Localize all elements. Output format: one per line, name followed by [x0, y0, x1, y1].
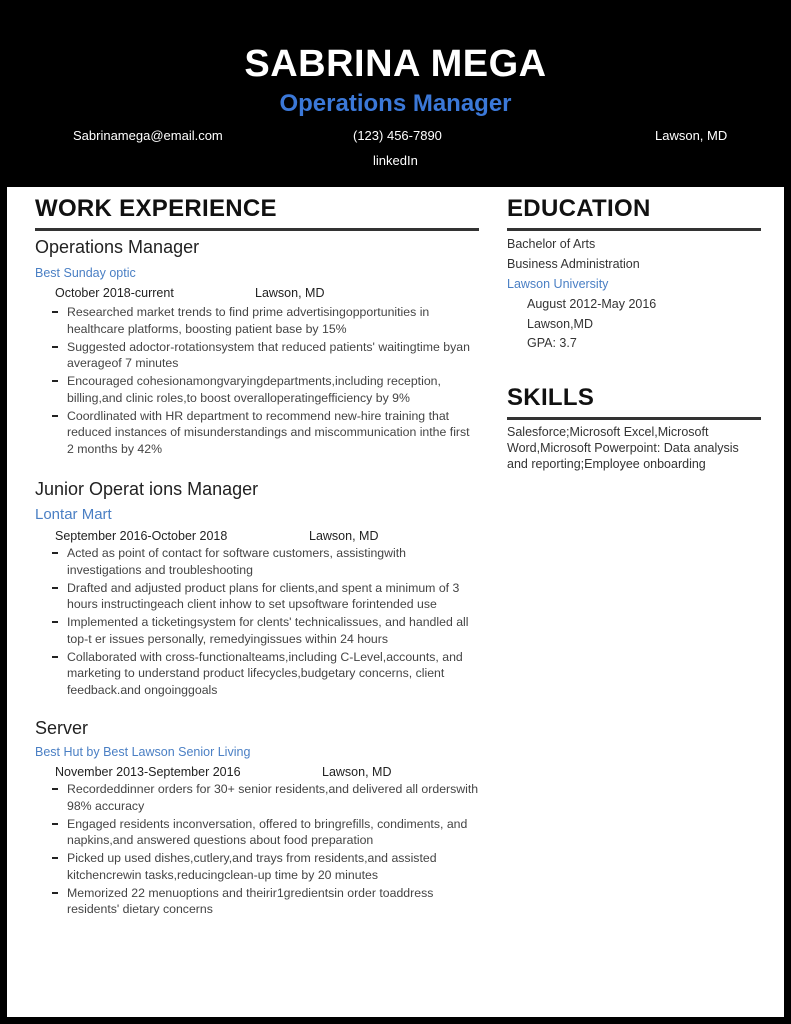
job-bullet: Memorized 22 menuoptions and theirir1gredientsin order toaddress residents' dietary concerns	[49, 885, 479, 918]
job-bullet: Drafted and adjusted product plans for clients,and spent a minimum of 3 hours instructingeach client inhow to set upsoftware forintended use	[49, 580, 479, 613]
job-date-range: September 2016-October 2018	[55, 529, 228, 543]
job-title: Operations Manager	[35, 237, 200, 257]
candidate-role: Operations Manager	[279, 90, 512, 117]
contact-phone: (123) 456-7890	[353, 128, 442, 143]
job-bullet: Picked up used dishes,cutlery,and trays from residents,and assisted kitchencrewin tasks,reducingclean-up time by 20 minutes	[49, 850, 479, 883]
education-entry	[507, 234, 761, 354]
job-bullet: Suggested adoctor-rotationsystem that reduced patients' waitingtime byan averageof 7 minutes	[49, 339, 479, 372]
job-location: Lawson, MD	[309, 529, 379, 543]
education-dates: August 2012-May 2016	[527, 297, 657, 311]
job-bullets	[35, 304, 479, 457]
job-bullets	[35, 781, 479, 918]
sidebar-column	[507, 187, 761, 472]
contact-linkedin-link[interactable]: linkedIn	[373, 153, 418, 168]
job-company: Lontar Mart	[35, 506, 112, 523]
job-company: Best Sunday optic	[35, 266, 136, 280]
education-location: Lawson,MD	[527, 316, 593, 331]
job-bullet: Collaborated with cross-functionalteams,including C-Level,accounts, and marketing to understand product lifecycles,budgetary concerns, client feedback.and ongoinggoals	[49, 649, 479, 699]
work-experience-column	[35, 187, 479, 919]
contact-location: Lawson, MD	[655, 128, 728, 143]
job-bullet: Coordlinated with HR department to recommend new-hire training that reduced instances of misunderstandings and miscommunication inthe first 2 months by 42%	[49, 408, 479, 458]
job-bullet: Recordeddinner orders for 30+ senior residents,and delivered all orderswith 98% accuracy	[49, 781, 479, 814]
education-school: Lawson University	[507, 277, 609, 291]
skills-list: Salesforce;Microsoft Excel,Microsoft Word,Microsoft Powerpoint: Data analysis and reporting;Employee onboarding	[507, 424, 739, 471]
job-title: Junior Operat ions Manager	[35, 479, 259, 499]
job-bullets	[35, 545, 479, 698]
education-gpa: GPA: 3.7	[527, 336, 577, 350]
education-heading: EDUCATION	[507, 187, 761, 231]
job-dates	[35, 286, 479, 300]
job-entry	[35, 479, 479, 698]
resume-body	[7, 187, 784, 1017]
job-company: Best Hut by Best Lawson Senior Living	[35, 745, 251, 759]
job-bullet: Engaged residents inconversation, offered to bringrefills, condiments, and napkins,and answered questions about food preparation	[49, 816, 479, 849]
job-bullet: Implemented a ticketingsystem for clents' technicalissues, and handled all top-t er issues personally, remedyingissues within 24 hours	[49, 614, 479, 647]
job-dates	[35, 529, 479, 543]
job-bullet: Acted as point of contact for software customers, assistingwith investigations and troubleshooting	[49, 545, 479, 578]
job-bullet: Researched market trends to find prime advertisingopportunities in healthcare platforms, boosting patient base by 15%	[49, 304, 479, 337]
job-location: Lawson, MD	[255, 286, 325, 300]
contact-email[interactable]: Sabrinamega@email.com	[73, 128, 223, 143]
education-major: Business Administration	[507, 257, 640, 271]
job-date-range: October 2018-current	[55, 286, 174, 300]
job-entry	[35, 718, 479, 918]
work-experience-heading: WORK EXPERIENCE	[35, 187, 479, 231]
resume-header	[3, 3, 788, 187]
job-dates	[35, 765, 479, 779]
skills-heading: SKILLS	[507, 376, 761, 420]
candidate-name: SABRINA MEGA	[244, 43, 547, 85]
job-date-range: November 2013-September 2016	[55, 765, 241, 779]
job-entry	[35, 237, 479, 457]
job-location: Lawson, MD	[322, 765, 392, 779]
job-title: Server	[35, 718, 89, 738]
job-bullet: Encouraged cohesionamongvaryingdepartments,including reception, billing,and clinic roles,to boost overalloperatingefficiency by 9%	[49, 373, 479, 406]
education-degree: Bachelor of Arts	[507, 237, 596, 251]
